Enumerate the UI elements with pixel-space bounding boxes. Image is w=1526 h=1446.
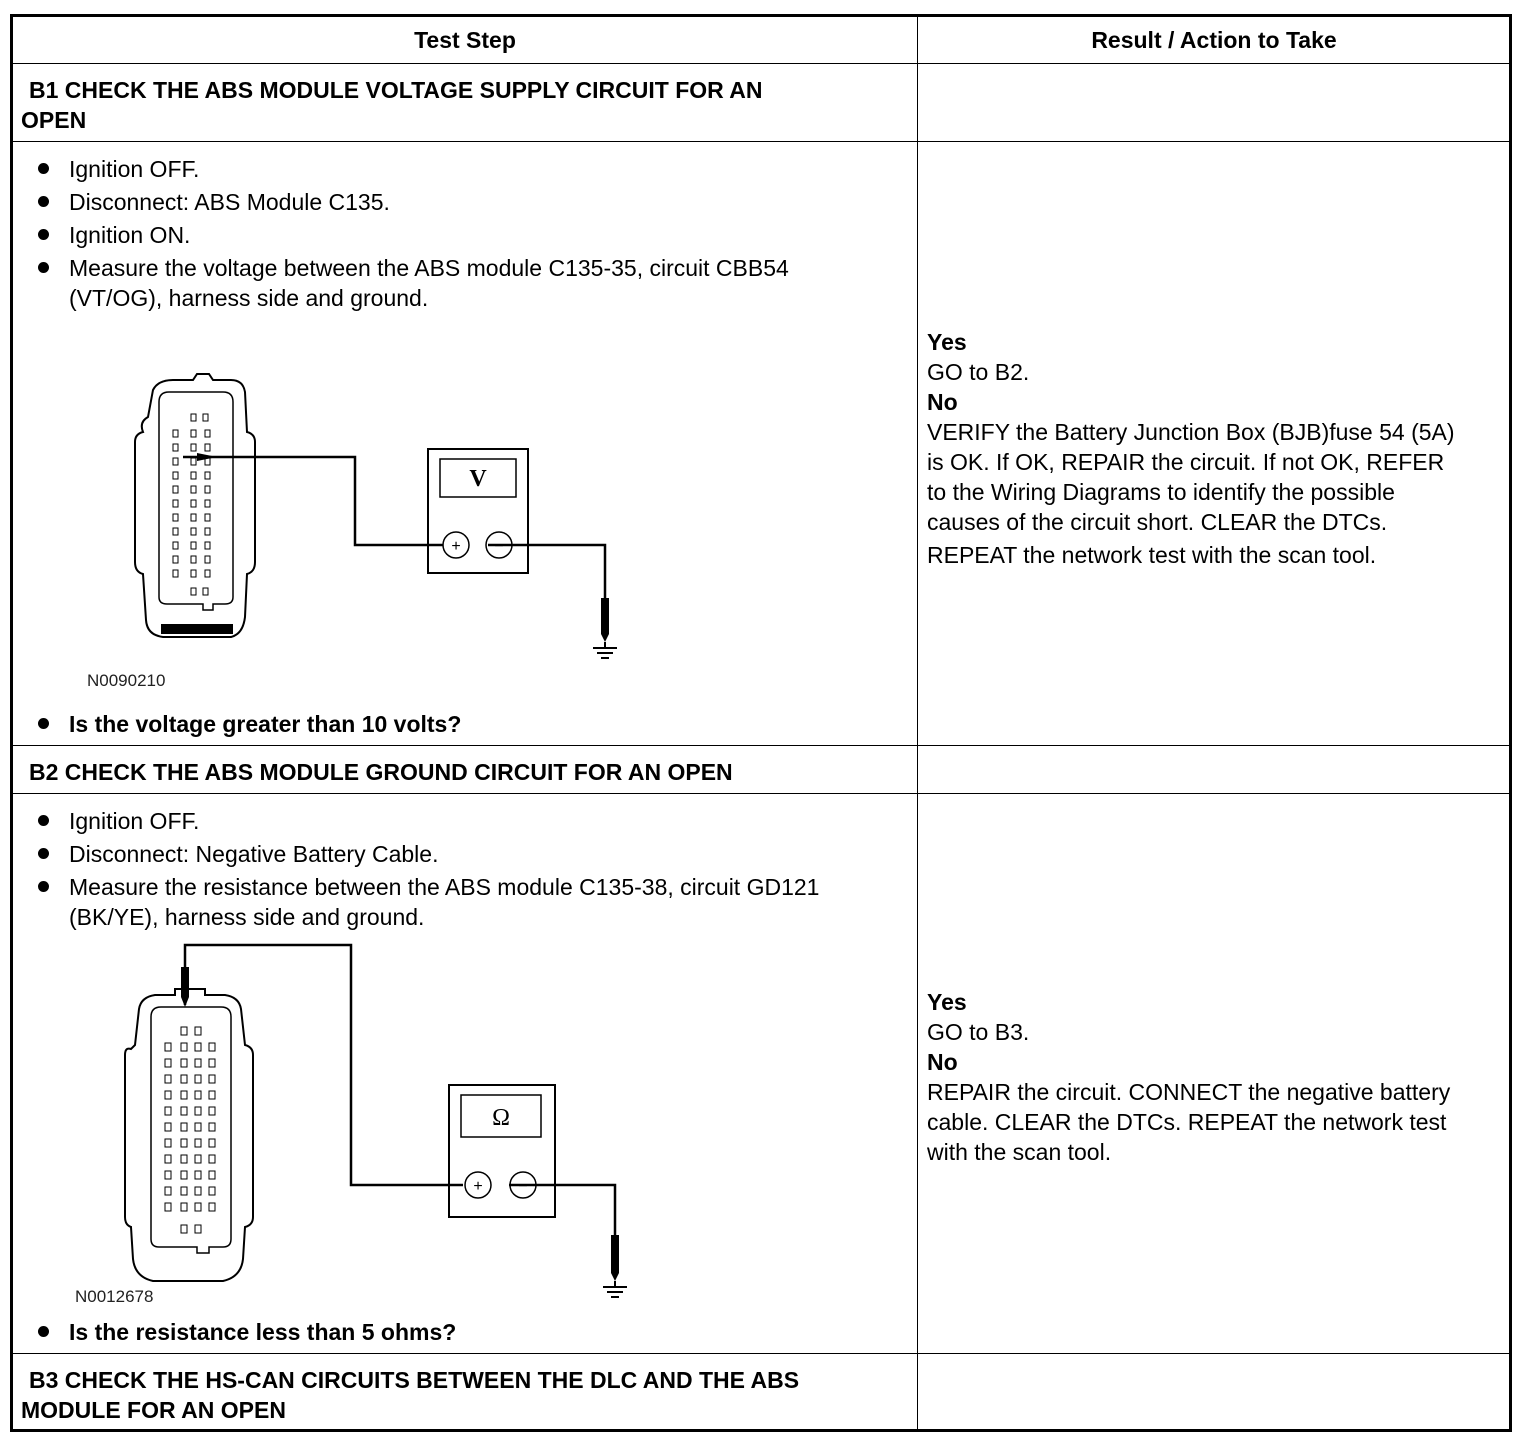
- b1-step-4-line1: Measure the voltage between the ABS module C135-35, circuit CBB54: [69, 255, 789, 281]
- b1-title-line1: B1 CHECK THE ABS MODULE VOLTAGE SUPPLY CIRCUIT FOR AN: [29, 77, 763, 103]
- b1-question: Is the voltage greater than 10 volts?: [69, 709, 909, 739]
- row-divider: [13, 1353, 1509, 1354]
- b2-no-line-2: cable. CLEAR the DTCs. REPEAT the network test: [927, 1109, 1447, 1135]
- b1-no-line-4: causes of the circuit short. CLEAR the DTCs.: [927, 509, 1388, 535]
- ground-icon: [593, 648, 617, 658]
- header-result: Result / Action to Take: [1091, 27, 1337, 53]
- b2-step-2: Disconnect: Negative Battery Cable.: [69, 839, 909, 869]
- b2-yes-label: Yes: [927, 989, 967, 1015]
- b2-result: [927, 987, 1512, 1167]
- b1-result: [927, 327, 1512, 570]
- plus-icon: +: [451, 538, 461, 555]
- b2-no-line-1: REPAIR the circuit. CONNECT the negative battery: [927, 1079, 1451, 1105]
- b1-yes-label: Yes: [927, 329, 967, 355]
- b2-ground-probe: [611, 1235, 619, 1287]
- b1-step-2: Disconnect: ABS Module C135.: [69, 187, 909, 217]
- b1-no-label: No: [927, 389, 958, 415]
- b1-meter-symbol: V: [469, 466, 487, 492]
- b1-step-4-line2: (VT/OG), harness side and ground.: [69, 285, 429, 311]
- b3-title-line2: MODULE FOR AN OPEN: [21, 1397, 286, 1423]
- b2-title: B2 CHECK THE ABS MODULE GROUND CIRCUIT FOR AN OPEN: [29, 759, 733, 785]
- b2-connector-body: [125, 989, 253, 1281]
- b3-title: [21, 1365, 901, 1425]
- header-test-step: Test Step: [414, 27, 516, 53]
- b2-no-label: No: [927, 1049, 958, 1075]
- ground-icon: [603, 1287, 627, 1297]
- b2-yes-action: GO to B3.: [927, 1019, 1030, 1045]
- column-divider: [917, 17, 918, 1429]
- row-divider: [13, 793, 1509, 794]
- b2-no-line-3: with the scan tool.: [927, 1139, 1112, 1165]
- b1-probe-lead-positive: [183, 457, 443, 545]
- b2-question: Is the resistance less than 5 ohms?: [69, 1317, 909, 1347]
- b2-connector-probe: [181, 967, 189, 1007]
- b2-step-3-line2: (BK/YE), harness side and ground.: [69, 904, 425, 930]
- b1-step-3: Ignition ON.: [69, 220, 909, 250]
- b1-voltage-test-diagram: [113, 362, 633, 692]
- b1-title: [21, 75, 901, 135]
- b1-ground-probe: [601, 598, 609, 648]
- b2-probe-lead-positive: [185, 945, 463, 1185]
- row-divider: [13, 141, 1509, 142]
- b2-step-3: [69, 872, 909, 932]
- b1-no-line-1: VERIFY the Battery Junction Box (BJB)fuse 54 (5A): [927, 419, 1455, 445]
- row-divider: [13, 745, 1509, 746]
- plus-icon: +: [473, 1178, 483, 1195]
- diagnostic-table: [10, 14, 1512, 1432]
- b1-title-line2: OPEN: [21, 107, 87, 133]
- b2-step-3-line1: Measure the resistance between the ABS module C135-38, circuit GD121: [69, 874, 820, 900]
- b1-step-1: Ignition OFF.: [69, 154, 909, 184]
- b1-connector-latch: [161, 624, 233, 634]
- b1-connector-pins: [173, 414, 210, 595]
- minus-icon: −: [494, 538, 504, 555]
- b2-step-1: Ignition OFF.: [69, 806, 909, 836]
- b1-no-line-2: is OK. If OK, REPAIR the circuit. If not OK, REFER: [927, 449, 1445, 475]
- b3-title-line1: B3 CHECK THE HS-CAN CIRCUITS BETWEEN THE DLC AND THE ABS: [29, 1367, 800, 1393]
- b1-no-line-5: REPEAT the network test with the scan tool.: [927, 542, 1377, 568]
- b2-figure-id: N0012678: [75, 1287, 154, 1306]
- b1-figure-id: N0090210: [87, 671, 166, 690]
- minus-icon: −: [518, 1178, 528, 1195]
- b2-connector-pins: [165, 1027, 215, 1233]
- b1-yes-action: GO to B2.: [927, 359, 1030, 385]
- row-divider: [13, 63, 1509, 64]
- b2-resistance-test-diagram: [113, 937, 653, 1307]
- b1-no-line-3: to the Wiring Diagrams to identify the possible: [927, 479, 1395, 505]
- b2-meter-symbol: Ω: [492, 1105, 510, 1131]
- b1-step-4: [69, 253, 909, 313]
